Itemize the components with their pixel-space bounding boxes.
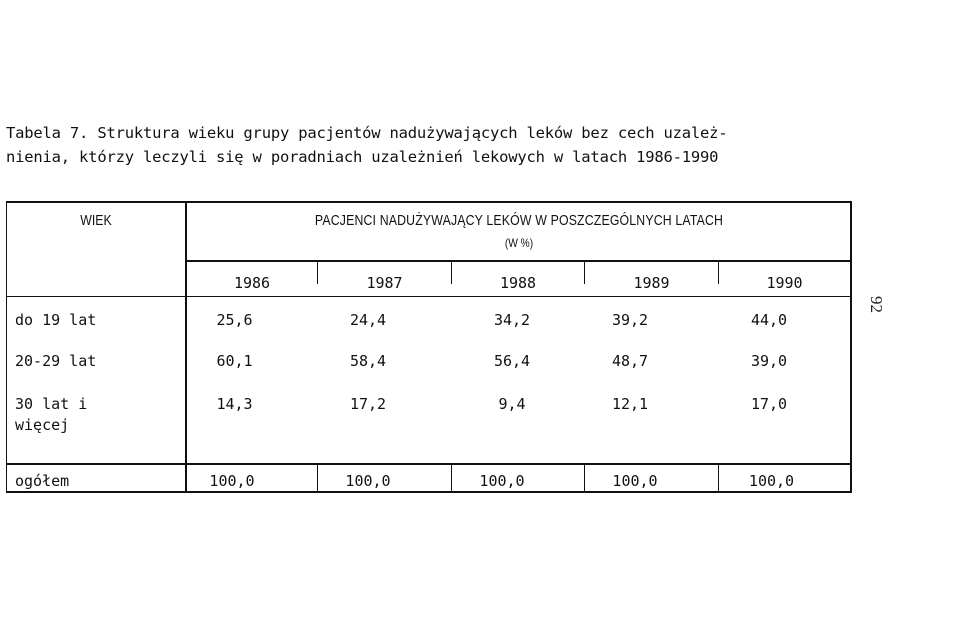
value-20-29-1990: 39,0: [750, 352, 788, 370]
year-1987: 1987: [366, 274, 403, 292]
total-1987: 100,0: [345, 472, 391, 490]
value-under-19-1987: 24,4: [349, 311, 387, 329]
total-1990: 100,0: [748, 472, 795, 490]
value-30-plus-1987: 17,2: [349, 395, 387, 413]
value-30-plus-1990: 17,0: [750, 395, 788, 413]
group-header: PACJENCI NADUŻYWAJĄCY LEKÓW W POSZCZEGÓLNYCH LATACH: [314, 212, 724, 229]
total-divider: [6, 463, 852, 465]
total-label: ogółem: [15, 472, 70, 490]
years-divider: [6, 296, 852, 297]
value-under-19-1990: 44,0: [750, 311, 788, 329]
total-1988: 100,0: [479, 472, 525, 490]
header-divider: [186, 260, 851, 262]
year-1986: 1986: [233, 274, 271, 292]
value-30-plus-1986: 14,3: [216, 395, 253, 413]
total-1986: 100,0: [209, 472, 255, 490]
row-label-20-29: 20-29 lat: [15, 352, 97, 370]
total-1989: 100,0: [612, 472, 658, 490]
value-20-29-1986: 60,1: [216, 352, 253, 370]
year-1989: 1989: [633, 274, 670, 292]
caption-line-1: Tabela 7. Struktura wieku grupy pacjentów nadużywających leków bez cech uzależ-: [6, 124, 728, 142]
caption-line-2: nienia, którzy leczyli się w poradniach uzależnień lekowych w latach 1986-1990: [6, 148, 719, 166]
value-30-plus-1989: 12,1: [611, 395, 649, 413]
row-label-30-plus-line1: 30 lat i: [15, 395, 88, 413]
value-20-29-1987: 58,4: [349, 352, 387, 370]
page-number: 92: [867, 296, 886, 313]
row-header-label: WIEK: [80, 212, 112, 229]
table-caption: [6, 121, 856, 169]
value-under-19-1988: 34,2: [493, 311, 531, 329]
value-under-19-1986: 25,6: [216, 311, 253, 329]
value-20-29-1989: 48,7: [611, 352, 649, 370]
row-label-under-19: do 19 lat: [15, 311, 97, 329]
value-30-plus-1988: 9,4: [498, 395, 526, 413]
year-1990: 1990: [766, 274, 803, 292]
row-label-30-plus-line2: więcej: [15, 416, 70, 434]
year-1988: 1988: [499, 274, 537, 292]
value-20-29-1988: 56,4: [493, 352, 531, 370]
value-under-19-1989: 39,2: [611, 311, 649, 329]
column-divider-wiek: [185, 202, 187, 493]
group-subheader: (W %): [504, 236, 534, 250]
